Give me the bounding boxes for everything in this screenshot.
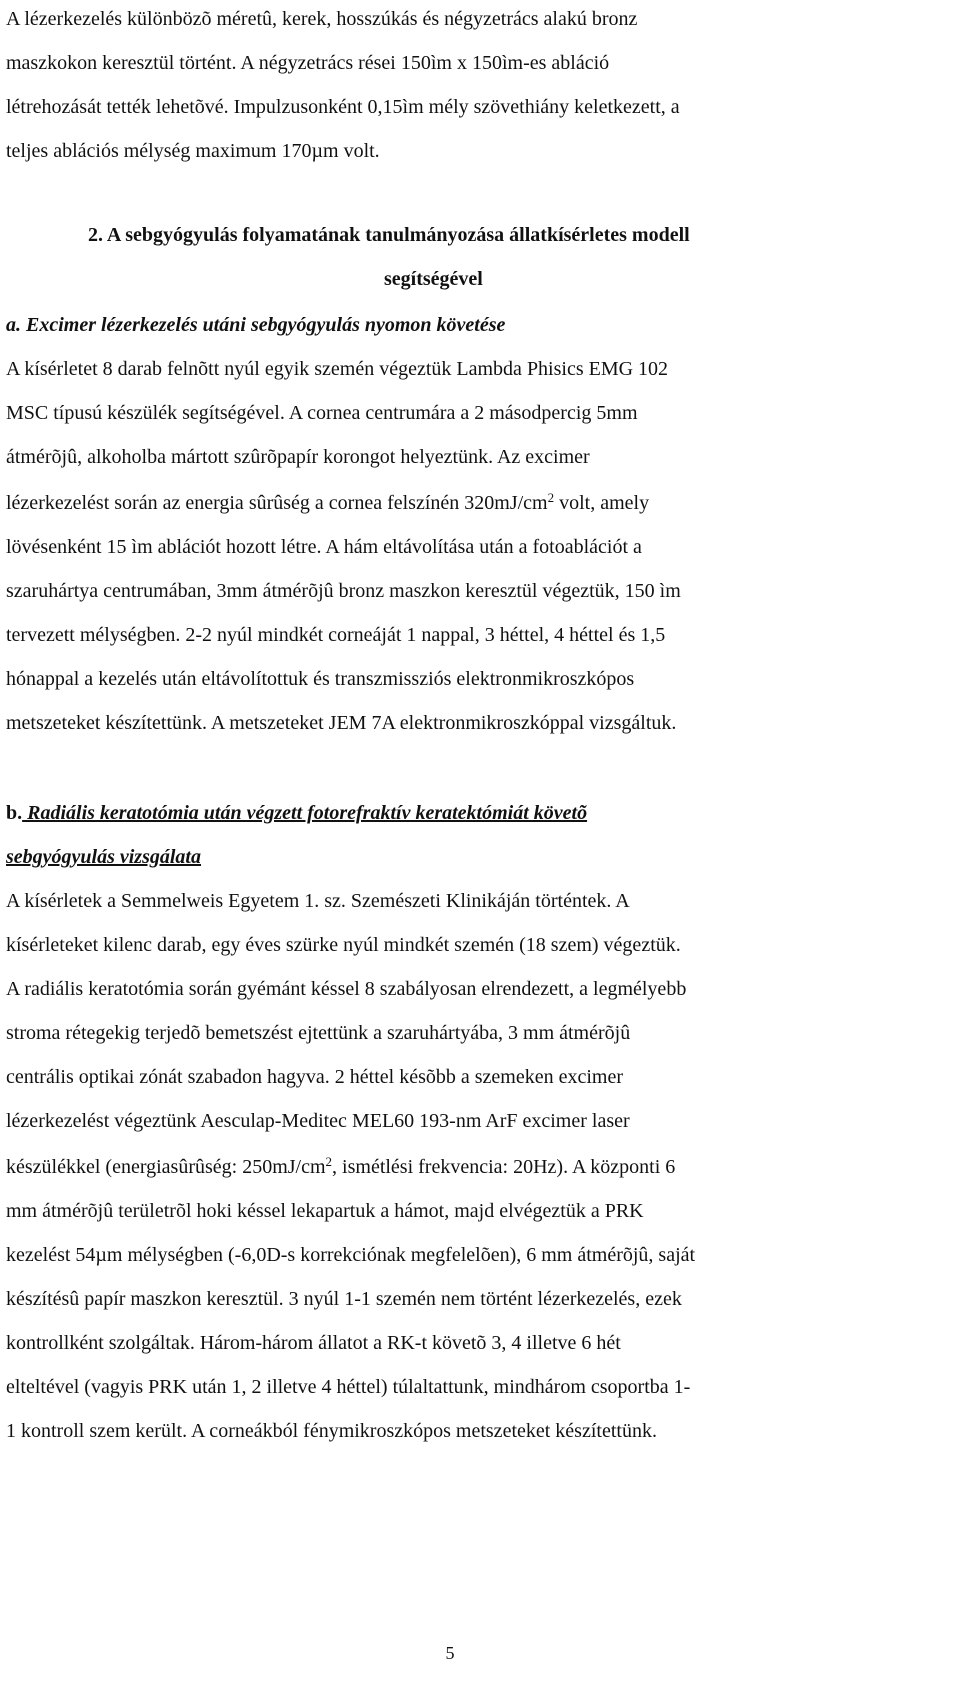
subsection-b-heading xyxy=(6,800,587,826)
body-line xyxy=(6,490,649,516)
body-line: kontrollként szolgáltak. Három-három állatot a RK-t követõ 3, 4 illetve 6 hét xyxy=(6,1332,621,1354)
body-line: átmérõjû, alkoholba mártott szûrõpapír korongot helyeztünk. Az excimer xyxy=(6,446,590,468)
body-line: hónappal a kezelés után eltávolítottuk és transzmissziós elektronmikroszkópos xyxy=(6,668,635,690)
subsection-b-heading-cont: sebgyógyulás vizsgálata xyxy=(6,846,201,868)
body-line: kísérleteket kilenc darab, egy éves szürke nyúl mindkét szemén (18 szem) végeztük. xyxy=(6,934,681,956)
superscript: 2 xyxy=(325,1154,333,1169)
page-number: 5 xyxy=(445,1643,455,1663)
body-line: készítésû papír maszkon keresztül. 3 nyúl 1-1 szemén nem történt lézerkezelés, ezek xyxy=(6,1288,682,1310)
body-line: A radiális keratotómia során gyémánt késsel 8 szabályosan elrendezett, a legmélyebb xyxy=(6,978,687,1000)
body-line: kezelést 54µm mélységben (-6,0D-s korrekciónak megfelelõen), 6 mm átmérõjû, saját xyxy=(6,1244,696,1266)
body-line: MSC típusú készülék segítségével. A cornea centrumára a 2 másodpercig 5mm xyxy=(6,402,638,424)
superscript: 2 xyxy=(547,490,555,505)
text-run: , ismétlési frekvencia: 20Hz). A központi 6 xyxy=(332,1156,676,1178)
body-line: tervezett mélységben. 2-2 nyúl mindkét corneáját 1 nappal, 3 héttel, 4 héttel és 1,5 xyxy=(6,624,666,646)
text-run: lézerkezelést során az energia sûrûség a cornea felszínén 320mJ/cm xyxy=(6,492,548,514)
body-line: A lézerkezelés különbözõ méretû, kerek, hosszúkás és négyzetrács alakú bronz xyxy=(6,8,638,30)
heading-title: Radiális keratotómia után végzett fotorefraktív keratektómiát követõ xyxy=(22,802,588,824)
text-run: volt, amely xyxy=(554,492,650,514)
body-line: elteltével (vagyis PRK után 1, 2 illetve 4 héttel) túlaltattunk, mindhárom csoportba 1- xyxy=(6,1376,691,1398)
text-run: készülékkel (energiasûrûség: 250mJ/cm xyxy=(6,1156,326,1178)
body-line: metszeteket készítettünk. A metszeteket JEM 7A elektronmikroszkóppal vizsgáltuk. xyxy=(6,712,677,734)
body-line: centrális optikai zónát szabadon hagyva. 2 héttel késõbb a szemeken excimer xyxy=(6,1066,623,1088)
body-line: létrehozását tették lehetõvé. Impulzusonként 0,15ìm mély szövethiány keletkezett, a xyxy=(6,96,680,118)
section-heading: 2. A sebgyógyulás folyamatának tanulmányozása állatkísérletes modell xyxy=(88,224,690,246)
body-line xyxy=(6,1154,675,1180)
body-line: szaruhártya centrumában, 3mm átmérõjû bronz maszkon keresztül végeztük, 150 ìm xyxy=(6,580,681,602)
body-line: A kísérletek a Semmelweis Egyetem 1. sz. Szemészeti Klinikáján történtek. A xyxy=(6,890,630,912)
subsection-a-heading: a. Excimer lézerkezelés utáni sebgyógyulás nyomon követése xyxy=(6,314,506,336)
body-line: mm átmérõjû területrõl hoki késsel lekapartuk a hámot, majd elvégeztük a PRK xyxy=(6,1200,644,1222)
body-line: 1 kontroll szem került. A corneákból fénymikroszkópos metszeteket készítettünk. xyxy=(6,1420,657,1442)
body-line: teljes ablációs mélység maximum 170µm volt. xyxy=(6,140,380,162)
body-line: maszkokon keresztül történt. A négyzetrács rései 150ìm x 150ìm-es abláció xyxy=(6,52,610,74)
body-line: lézerkezelést végeztünk Aesculap-Meditec MEL60 193-nm ArF excimer laser xyxy=(6,1110,630,1132)
body-line: lövésenként 15 ìm ablációt hozott létre. A hám eltávolítása után a fotoablációt a xyxy=(6,536,642,558)
heading-prefix: b. xyxy=(6,802,23,824)
body-line: stroma rétegekig terjedõ bemetszést ejtettünk a szaruhártyába, 3 mm átmérõjû xyxy=(6,1022,631,1044)
section-heading-cont: segítségével xyxy=(384,268,483,290)
body-line: A kísérletet 8 darab felnõtt nyúl egyik szemén végeztük Lambda Phisics EMG 102 xyxy=(6,358,669,380)
